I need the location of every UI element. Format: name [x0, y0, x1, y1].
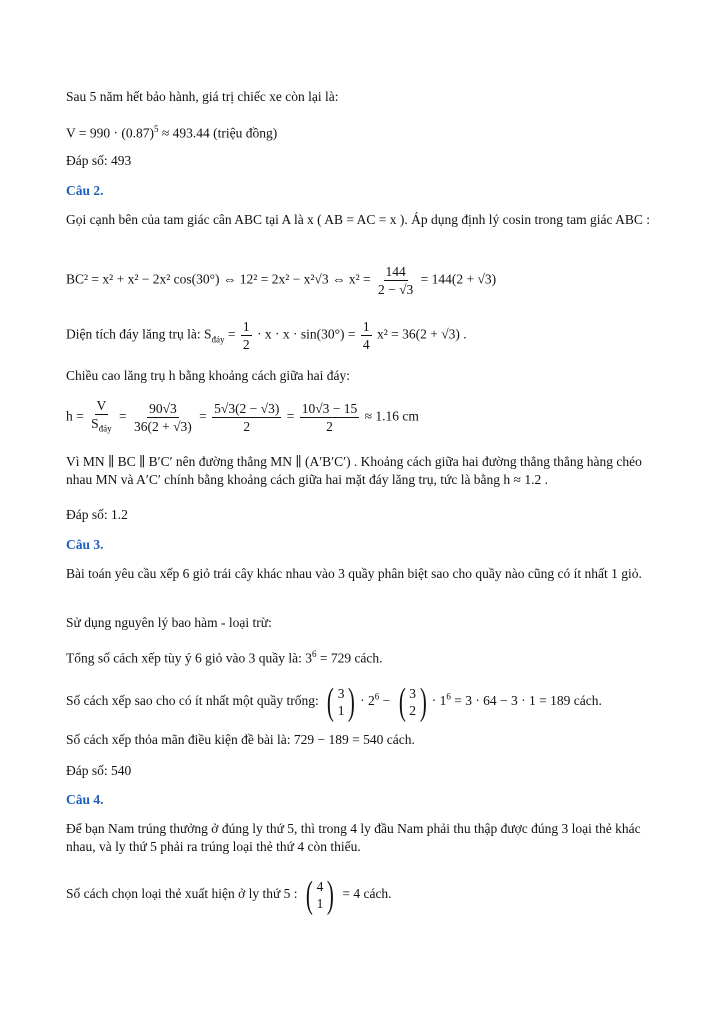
- text-part: = 4 cách.: [342, 886, 392, 902]
- question-3-paragraph: Bài toán yêu cầu xếp 6 giỏ trái cây khác nhau vào 3 quầy phân biệt sao cho quầy nào cũng có ít nhất 1 giỏ.: [66, 566, 642, 581]
- fraction-numerator: 5√3(2 − √3): [214, 400, 280, 416]
- fraction-denominator: 2: [243, 418, 251, 434]
- answer-2: Đáp số: 1.2: [66, 507, 128, 522]
- fraction: [212, 401, 281, 434]
- fraction-denominator: 2: [242, 337, 250, 352]
- exponent: 6: [446, 691, 451, 702]
- fraction: [300, 401, 360, 434]
- text-part: Số cách chọn loại thẻ xuất hiện ở ly thứ 5 :: [66, 886, 298, 902]
- fraction-numerator: 1: [362, 319, 370, 334]
- formula-part: · x · x · sin(30°) =: [256, 326, 356, 342]
- text-part: Tổng số cách xếp tùy ý 6 giỏ vào 3 quầy là: 3: [66, 650, 312, 666]
- fraction: [89, 398, 114, 437]
- text-part: Số cách xếp sao cho có ít nhất một quầy trống:: [66, 693, 319, 709]
- fraction-denominator: 2 − √3: [378, 282, 414, 297]
- formula-part: BC² = x² + x² − 2x² cos(30°) ⇔ 12² = 2x² − x²√3 ⇔ x² =: [66, 271, 371, 287]
- fraction: [241, 319, 252, 352]
- question-2-paragraph: Gọi cạnh bên của tam giác cân ABC tại A là x ( AB = AC = x ). Áp dụng định lý cosin trong tam giác ABC :: [66, 212, 651, 227]
- binomial-bottom: 1: [316, 896, 324, 911]
- binomial: ( 4 1 ): [305, 874, 335, 916]
- formula-part: ≈ 493.44 (triệu đồng): [161, 125, 278, 141]
- formula-part: =: [227, 326, 236, 342]
- question-3-heading: Câu 3.: [66, 537, 104, 552]
- formula-part: x² = 36(2 + √3) .: [376, 326, 467, 342]
- paragraph-height: Chiều cao lăng trụ h bằng khoảng cách giữa hai đáy:: [66, 368, 350, 383]
- fraction-numerator: 10√3 − 15: [301, 400, 358, 416]
- fraction-numerator: 144: [385, 264, 406, 279]
- paragraph-warranty: Sau 5 năm hết bảo hành, giá trị chiếc xe còn lại là:: [66, 89, 339, 104]
- binomial-bottom: 2: [409, 703, 417, 718]
- subscript: đáy: [98, 423, 112, 434]
- question-4-heading: Câu 4.: [66, 792, 104, 807]
- formula-height: h = $\frac{V}{S_{đáy}}$ = $\frac{90√3}{36(2 + √3)}$ = $\frac{5√3(2 - √3)}{2}$ = $\frac{10√3 - 15}{2}$ ≈ 1.16 cm: [66, 398, 419, 437]
- fraction: [361, 319, 372, 352]
- formula-part: V = 990 · (0.87): [66, 125, 154, 141]
- binomial: ( 3 2 ): [398, 681, 427, 723]
- paragraph-choose-card: [66, 876, 392, 914]
- exponent: 6: [311, 649, 317, 659]
- paragraph-total-arrangements: [66, 645, 383, 668]
- question-2-heading: Câu 2.: [66, 183, 104, 198]
- fraction-denominator: 36(2 + √3): [134, 418, 192, 434]
- formula-value-after-5-years: [66, 120, 277, 143]
- fraction: [132, 401, 194, 434]
- formula-part: ≈ 1.16 cm: [364, 408, 419, 424]
- text-part: · 2: [360, 693, 375, 709]
- formula-part: h =: [66, 408, 84, 424]
- answer-3: Đáp số: 540: [66, 763, 132, 778]
- formula-base-area: [66, 319, 467, 352]
- fraction-numerator: 90√3: [149, 400, 177, 416]
- formula-exponent: 5: [153, 124, 159, 134]
- text-part: −: [382, 693, 391, 709]
- binomial-top: 3: [337, 686, 345, 701]
- formula-cosine-law: [66, 264, 496, 297]
- paragraph-inclusion-exclusion: Sử dụng nguyên lý bao hàm - loại trừ:: [66, 615, 272, 630]
- paragraph-parallel: Vì MN ∥ BC ∥ B′C′ nên đường thẳng MN ∥ (A′B′C′) . Khoảng cách giữa hai đường thẳng thẳng hàng chéo nhau MN và A′C′ chính bằng khoảng cách giữa hai mặt đáy lăng trụ, tức là bằng h ≈ 1.2 .: [66, 454, 642, 487]
- fraction: [376, 264, 415, 297]
- fraction-numerator: 1: [242, 319, 250, 334]
- fraction-denominator: 2: [326, 418, 333, 434]
- text-part: = 3 · 64 − 3 · 1 = 189 cách.: [454, 693, 602, 709]
- text-part: = 729 cách.: [319, 650, 383, 666]
- fraction-numerator: V: [96, 398, 107, 413]
- text-part: · 1: [431, 693, 447, 709]
- paragraph-valid-arrangements: Số cách xếp thỏa mãn điều kiện đề bài là: 729 − 189 = 540 cách.: [66, 732, 415, 747]
- fraction-denominator: [89, 415, 114, 437]
- binomial: ( 3 1 ): [326, 681, 356, 723]
- question-4-paragraph: Để bạn Nam trúng thưởng ở đúng ly thứ 5, thì trong 4 ly đầu Nam phải thu thập được đúng 3 loại thẻ khác nhau, và ly thứ 5 phải ra trúng loại thẻ thứ 4 còn thiếu.: [66, 821, 641, 854]
- binomial-top: 4: [316, 879, 324, 894]
- formula-part: Diện tích đáy lăng trụ là: S: [66, 326, 212, 342]
- fraction-denominator: 4: [362, 337, 370, 352]
- paragraph-empty-stall: [66, 683, 602, 721]
- subscript: đáy: [211, 334, 225, 345]
- answer-1: Đáp số: 493: [66, 153, 132, 168]
- exponent: 6: [374, 691, 380, 702]
- denominator-base: S: [91, 416, 99, 431]
- formula-part: = 144(2 + √3): [420, 271, 497, 287]
- binomial-top: 3: [409, 686, 417, 701]
- binomial-bottom: 1: [337, 703, 345, 718]
